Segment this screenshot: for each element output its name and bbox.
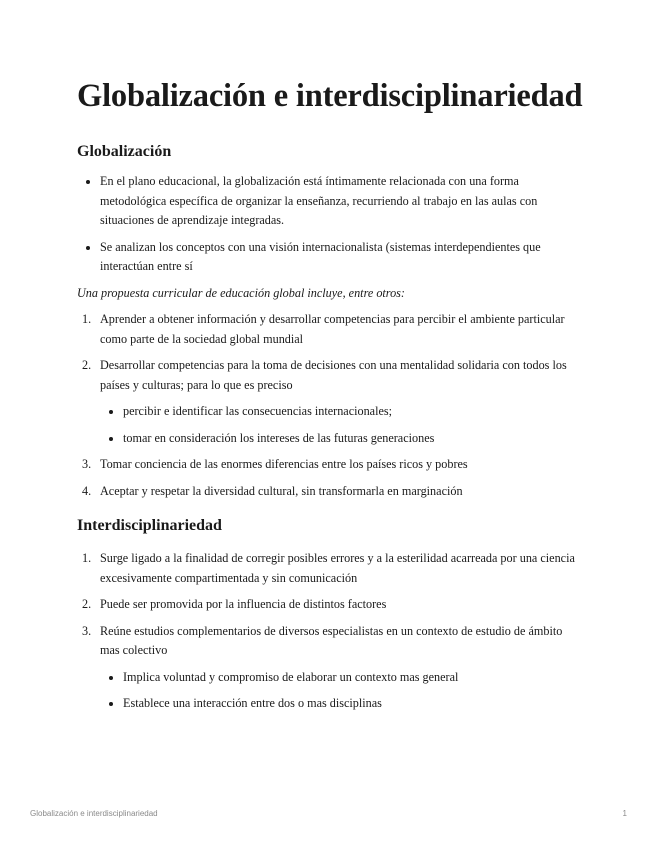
- sub-list-item: tomar en consideración los intereses de las futuras generaciones: [100, 429, 577, 449]
- list-item-text: Puede ser promovida por la influencia de distintos factores: [100, 597, 387, 611]
- list-number: 2.: [82, 597, 92, 611]
- document-page: [77, 72, 583, 714]
- list-item: [77, 482, 577, 502]
- page-title: Globalización e interdisciplinariedad: [77, 78, 583, 114]
- footer-page-number: 1: [622, 809, 627, 818]
- list-number: 3.: [82, 457, 92, 471]
- list-item-text: Desarrollar competencias para la toma de decisiones con una mentalidad solidaria con todos los países y culturas; para lo que es preciso: [100, 358, 567, 392]
- list-item-text: Surge ligado a la finalidad de corregir posibles errores y a la esterilidad acarreada por una ciencia excesivamente compartimentada y sin comunicación: [100, 551, 575, 585]
- list-number: 1.: [82, 551, 92, 565]
- sub-bullet-list: [100, 668, 577, 714]
- list-item-text: Tomar conciencia de las enormes diferencias entre los países ricos y pobres: [100, 457, 468, 471]
- curricular-proposal-intro: Una propuesta curricular de educación global incluye, entre otros:: [77, 285, 405, 300]
- sub-bullet-list: [100, 402, 577, 448]
- list-item: [77, 356, 577, 448]
- list-item: En el plano educacional, la globalización está íntimamente relacionada con una forma metodológica específica de organizar la enseñanza, recurriendo al trabajo en las aulas con situaciones de aprendizaje integradas.: [77, 172, 577, 231]
- section-heading-interdisciplinariedad: Interdisciplinariedad: [77, 517, 222, 534]
- section-heading-globalizacion: Globalización: [77, 143, 172, 160]
- sub-list-item: Implica voluntad y compromiso de elaborar un contexto mas general: [100, 668, 577, 688]
- list-item: [77, 595, 577, 615]
- list-number: 2.: [82, 358, 92, 372]
- footer-title: Globalización e interdisciplinariedad: [30, 809, 158, 818]
- list-item: Se analizan los conceptos con una visión internacionalista (sistemas interdependientes que interactúan entre sí: [77, 238, 577, 277]
- list-item: [77, 622, 577, 714]
- numbered-list-proposal: [77, 310, 577, 501]
- sub-list-item: Establece una interacción entre dos o mas disciplinas: [100, 694, 577, 714]
- bullet-list-globalizacion: [77, 172, 577, 277]
- list-number: 4.: [82, 483, 92, 498]
- list-item: [77, 455, 577, 475]
- list-item: [77, 310, 577, 349]
- list-number: 1.: [82, 312, 92, 326]
- sub-list-item: percibir e identificar las consecuencias internacionales;: [100, 402, 577, 422]
- numbered-list-interdisciplinariedad: [77, 549, 577, 714]
- list-item-text: Aprender a obtener información y desarrollar competencias para percibir el ambiente particular como parte de la sociedad global mundial: [100, 312, 565, 346]
- list-item-text: Aceptar y respetar la diversidad cultural, sin transformarla en marginación: [100, 483, 463, 498]
- list-item: [77, 549, 577, 588]
- list-item-text: Reúne estudios complementarios de diversos especialistas en un contexto de estudio de ámbito mas colectivo: [100, 623, 563, 657]
- list-number: 3.: [82, 623, 92, 638]
